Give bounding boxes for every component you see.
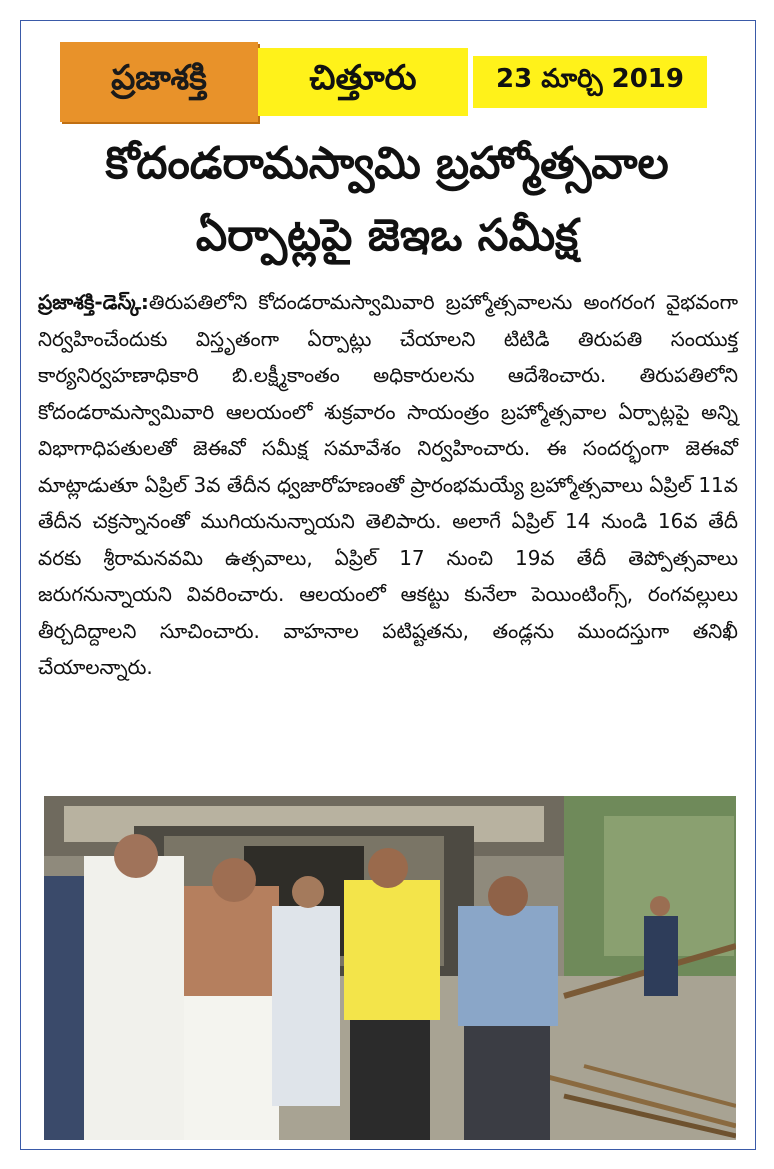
headline-line-2: ఏర్పాట్లపై జెఇఒ సమీక్ష [195,210,579,261]
article-dateline: ప్రజాశక్తి-డెస్క్: [38,290,149,314]
article-text: తిరుపతిలోని కోదండరామస్వామివారి బ్రహ్మోత్సవాలను అంగరంగ వైభవంగా నిర్వహించేందుకు విస్తృతంగా ఏర్పాట్లు చేయాలని టిటిడి తిరుపతి సంయుక్త కార్యనిర్వహణాధికారి బి.లక్ష్మీకాంతం అధికారులను ఆదేశించారు. తిరుపతిలోని కోదండరామస్వామివారి ఆలయంలో శుక్రవారం సాయంత్రం బ్రహ్మోత్సవాల ఏర్పాట్లపై అన్ని విభాగాధిపతులతో జెఈవో సమీక్ష సమావేశం నిర్వహించారు. ఈ సందర్భంగా జెఈవో మాట్లాడుతూ ఏప్రిల్ 3వ తేదీన ధ్వజారోహణంతో ప్రారంభమయ్యే బ్రహ్మోత్సవాలు ఏప్రిల్ 11వ తేదీన చక్రస్నానంతో ముగియనున్నాయని తెలిపారు. అలాగే ఏప్రిల్ 14 నుండి 16వ తేదీ వరకు శ్రీరామనవమి ఉత్సవాలు, ఏప్రిల్ 17 నుంచి 19వ తేదీ తెప్పోత్సవాలు జరుగనున్నాయని వివరించారు. ఆలయంలో ఆకట్టు కునేలా పెయింటింగ్స్, రంగవల్లులు తీర్చదిద్దాలని సూచించారు. వాహనాల పటిష్టతను, తండ్లను ముందస్తుగా తనిఖీ చేయాలన్నారు. [38,290,738,679]
news-photo [44,796,736,1140]
headline-line-1: కోదండరామస్వామి బ్రహ్మోత్సవాల [105,138,669,189]
article-body [38,284,738,686]
publication-date: 23 మార్చి 2019 [473,56,707,108]
edition-city: చిత్తూరు [258,48,468,116]
newspaper-name: ప్రజాశక్తి [60,42,258,122]
